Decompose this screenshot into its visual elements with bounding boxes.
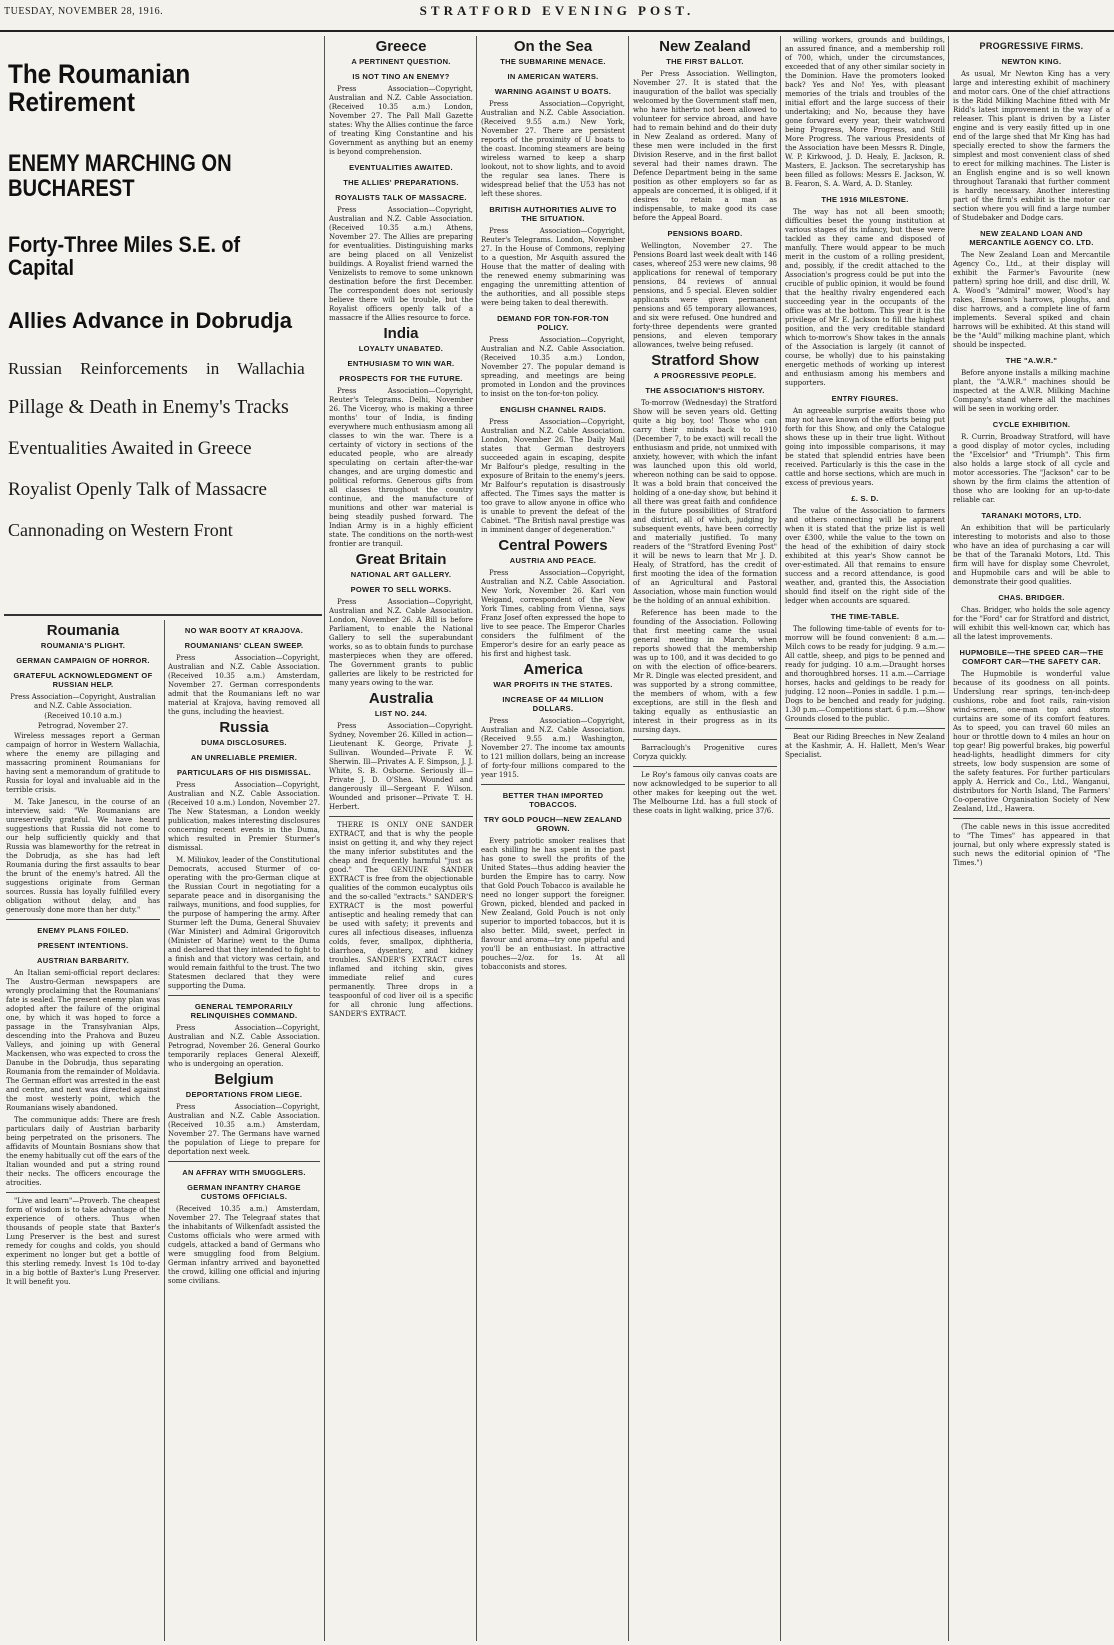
subheading: ENTRY FIGURES. (831, 394, 899, 403)
subheading: GERMAN CAMPAIGN OF HORROR. (16, 656, 150, 665)
subheading: ENEMY PLANS FOILED. (37, 926, 129, 935)
article-column-4 (481, 36, 625, 1641)
subheading: A PROGRESSIVE PEOPLE. (653, 371, 757, 380)
subheading: THE FIRST BALLOT. (666, 57, 744, 66)
article-paragraph: Press Association—Copyright. Sydney, November 26. Killed in action—Lieutenant K. George, Private J. Sullivan. Wounded—Private F. W. Sherwin. Ill—Privates A. F. Simpson, J. J. White, S. B. Osborne. Seriously ill—Private J. D. O'Shea. Wounded and dangerously ill—Sergeant F. Wilson. Wounded and prisoner—Private T. H. Herbert. (329, 722, 473, 811)
article-paragraph: The following time-table of events for to-morrow will be found convenient: 8 a.m.—Milch cows to be ready for judging. 9 a.m.—All cattle, sheep, and pigs to be penned and ready for judging. 10 a.m.—Draught horses and thoroughbred horses. 11 a.m.—Carriage horses, hacks and geldings to be ready for judging. 12 noon—Ponies in saddle. 1 p.m.—Dogs to be benched and ready for judging. 1.30 p.m.—Competitions start. 6 p.m.—Show Grounds closed to the public. (785, 625, 945, 723)
subheading: GERMAN INFANTRY CHARGE CUSTOMS OFFICIALS. (187, 1183, 301, 1201)
subheading: AN UNRELIABLE PREMIER. (190, 753, 298, 762)
article-paragraph: Chas. Bridger, who holds the sole agency for the "Ford" car for Stratford and district, will exhibit this well-known car, which has all the latest improvements. (953, 606, 1110, 641)
subheading: THE 1916 MILESTONE. (821, 195, 909, 204)
section-title: Roumania (46, 622, 120, 639)
section-title: Central Powers (498, 537, 608, 554)
subheading: PROGRESSIVE FIRMS. (979, 41, 1084, 51)
subheading: EVENTUALITIES AWAITED. (349, 163, 453, 172)
subheading: NATIONAL ART GALLERY. (350, 570, 452, 579)
subheading: PARTICULARS OF HIS DISMISSAL. (177, 768, 311, 777)
section-title: Belgium (214, 1071, 274, 1088)
dateline: Press Association—Copyright, Australian and N.Z. Cable Association. (10, 693, 156, 710)
subheading: NEWTON KING. (1001, 57, 1062, 66)
article-paragraph: M. Take Janescu, in the course of an interview, said: "We Roumanians are unreservedly grateful. We have heard suggestions that Russia did not come to our help sufficiently quickly and that Russia was blameworthy for the retreat in the Dobrudja, as she has had left Roumania during the first assaults to bear the brunt of the enemy's hatred. All the suggestions originate from German sources. Russia has loyally fulfilled every obligation without delay, and has generously done more than her duty." (6, 798, 160, 914)
headline-2: ENEMY MARCHING ON BUCHAREST (8, 149, 232, 202)
subheading: WAR PROFITS IN THE STATES. (493, 680, 613, 689)
article-paragraph: The New Zealand Loan and Mercantile Agency Co., Ltd., at their display will exhibit the Farmer's Favourite (new pattern) spring hoe drill, and disc drill, W. A. Wood's "Admiral" mower, Wood's hay rakes, Emerson's harrows, ploughs, and disc harrows, and a complete line of farm implements. Several spiked and chain harrows will be exhibited. At this stand will be the "Auld" milking machine plant, which should be inspected. (953, 251, 1110, 349)
column-rule (324, 36, 325, 1641)
subheading: LIST NO. 244. (374, 709, 428, 718)
subheading: INCREASE OF 44 MILLION DOLLARS. (502, 695, 604, 713)
subheading: IN AMERICAN WATERS. (507, 72, 599, 81)
article-paragraph: Press Association—Copyright, Australian and N.Z. Cable Association. (Received 10.35 a.m.) Athens, November 27. The Allies are preparing for eventualities. Distinguishing marks are being placed on all Venizelist buildings. A Royalist friend warned the Venizelists to remove to some unknown destination before the first December. The correspondent does not seriously believe there will be trouble, but the Royalist officers openly talk of a massacre if the Allies resource to force. (329, 206, 473, 322)
article-paragraph: An exhibition that will be particularly interesting to motorists and also to those who have an idea of purchasing a car will be that of the Taranaki Motors, Ltd. This firm will have for display some Chevrolet, and Hupmobile cars and will be able to demonstrate their good qualities. (953, 524, 1110, 586)
article-column-5 (633, 36, 777, 1641)
article-column-2 (168, 620, 320, 1640)
advertisement-heading: BETTER THAN IMPORTED TOBACCOS. (502, 791, 604, 809)
article-paragraph: Press Association—Copyright, Australian and N.Z. Cable Association. Petrograd, November 26. General Gourko temporarily replaces General Alexeiff, who is undergoing an operation. (168, 1024, 320, 1068)
subheading: CHAS. BRIDGER. (998, 593, 1065, 602)
subheading: DEMAND FOR TON-FOR-TON POLICY. (497, 314, 609, 332)
subheading: GENERAL TEMPORARILY RELINQUISHES COMMAND. (190, 1002, 298, 1020)
article-paragraph: R. Currin, Broadway Stratford, will have a good display of motor cycles, including the "Excelsior" and "Triumph". This firm also holds a large stock of all cycle and motor accessories. The "Jackson" car to be shown by the firm claims the attention of those who are looking for an up-to-date reliable car. (953, 433, 1110, 504)
subheading: CYCLE EXHIBITION. (992, 420, 1071, 429)
advertisement: "Live and learn"—Proverb. The cheapest form of wisdom is to take advantage of the experience of others. Thus when thousands of people state that Baxter's Lung Preserver is the best and surest remedy for coughs and colds, you should experiment no longer but get a bottle of this sterling remedy. Invest 1s 10d to-day in a big bottle of Baxter's Lung Preserver. It will benefit you. (6, 1197, 160, 1286)
divider (4, 614, 322, 616)
issue-date: TUESDAY, NOVEMBER 28, 1916. (4, 6, 164, 17)
article-paragraph: The Hupmobile is wonderful value because of its goodness on all points. Underslung rear springs, ten-inch-deep cushions, robe and foot rails, rain-vision wind-screen, one-man top and storm curtains are some of its comfort features. As to speed, you can travel 60 miles an hour or throttle down to 4 miles an hour on top gear! Big powerful brakes, big powerful head-lights, headlight dimmers for city streets, low body suspension are some of the safety features. For further particulars apply A. Herrick and Co., Ltd., Wanganui, distributors for North Island, The Farmers' Co-operative Organisation Society of New Zealand, Ltd., Hawera. (953, 670, 1110, 813)
article-paragraph: Reference has been made to the founding of the Association. Following that first meeting came the usual general meeting in March, when reports showed that the membership was up to 100, and it was decided to go on with the election of office-bearers. Mr R. Dingle was elected president, and was supported by a strong committee, the members of whom, with a few exceptions, are still in the flesh and taking equally as enthusiastic an interest in their progress as in its nursing days. (633, 609, 777, 734)
subheading: TARANAKI MOTORS, LTD. (981, 511, 1082, 520)
article-paragraph: Wellington, November 27. The Pensions Board last week dealt with 146 cases, whereof 253 were new claims, 98 applications for renewal of temporary pensions, 84 reviews of annual pensions, and 5 special. Eleven soldier applicants were given permanent pensions and 65 temporary allowances, and six were refused. One hundred and forty-three dependents were granted pensions, and eleven temporary allowances, twelve being refused. (633, 242, 777, 349)
article-paragraph: Press Association—Copyright, Reuter's Telegrams. London, November 27. In the House of Commons, replying to a question, Mr Asquith assured the House that the matter of dealing with the renewed enemy submarining was engaging the unremitting attention of the authorities, and all possible steps were being taken to deal therewith. (481, 227, 625, 307)
headline-3: Forty-Three Miles S.E. of Capital (8, 232, 241, 281)
column-rule (780, 36, 781, 1641)
dateline: Petrograd, November 27. (37, 722, 129, 730)
subheading: WARNING AGAINST U BOATS. (494, 87, 612, 96)
advertisement: Barraclough's Progenitive cures Coryza quickly. (633, 744, 777, 761)
subheading: POWER TO SELL WORKS. (350, 585, 452, 594)
subheading: THE TIME-TABLE. (830, 612, 900, 621)
article-paragraph: An agreeable surprise awaits those who may not have known of the efforts being put forth for this Show, and only the Catalogue shows these up in their true light. Without going into impossible comparisons, it may be stated that splendid entries have been received. Particularly is this the case in the cattle and horse sections, which are much in excess of previous years. (785, 407, 945, 487)
article-paragraph: M. Miliukov, leader of the Constitutional Democrats, accused Sturmer of co-operating with the pro-German clique at the Russian Court in negotiating for a separate peace and in disorganising the railways, munitions, and food supplies, for the purpose of hampering the army. After Sturmer left the Duma, General Shuvaiev (War Minister) and Admiral Grigorovitch (Minister of Marine) went to the Duma and declared that they intended to fight to a finish and that victory was certain, and would remain faithful to the trust. The two Statesmen declared that they were supporting the Duma. (168, 856, 320, 990)
advertisement: THERE IS ONLY ONE SANDER EXTRACT, and that is why the people insist on getting it, and why they reject the many inferior substitutes and the cheap and frequently harmful "just as good." The GENUINE SANDER EXTRACT is free from the objectionable qualities of the common eucalyptus oils and the so-called "extracts." SANDER'S EXTRACT is the most powerful antiseptic and healing remedy that can be used with safety; it prevents and cures all infectious diseases, influenza colds, fever, smallpox, diphtheria, diarrhoea, dysentery, and kidney troubles. SANDER'S EXTRACT cures inflamed and itching skin, gives immediate relief and cures permanently. Three drops in a teaspoonful of cod liver oil is a specific for all chronic lung affections. SANDER'S EXTRACT. (329, 821, 473, 1018)
article-paragraph: An Italian semi-official report declares: The Austro-German newspapers are wrongly proclaiming that the Roumanians' fate is sealed. The present enemy plan was adopted after the failure of the original one, by which it was hoped to force a passage in the Transylvanian Alps, descending into the Prahova and Buzeu Valleys, and joining up with General Mackensen, who was expected to cross the Danube in the Dobrudja, thus separating Roumania from the remainder of Moldavia. The German effort was arrested in the east and centre, and next was directed against the most westerly point, which the Roumanians wisely abandoned. (6, 969, 160, 1112)
subheading: NEW ZEALAND LOAN AND MERCANTILE AGENCY CO. LTD. (969, 229, 1094, 247)
column-rule (628, 36, 629, 1641)
article-paragraph: Press Association—Copyright, Australian and N.Z. Cable Association. New York, November 26. Karl von Weigand, correspondent of the New York Times, cabling from Vienna, says Franz Josef often expressed the hope to live to see peace. The Emperor Charles considers the fulfilment of the Emperor's desire for an early peace as his first and highest task. (481, 569, 625, 658)
newspaper-title: STRATFORD EVENING POST. (419, 3, 695, 18)
section-title: America (523, 661, 583, 678)
subheading: ROUMANIANS' CLEAN SWEEP. (184, 641, 304, 650)
article-paragraph: Press Association—Copyright, Australian and N.Z. Cable Association. London, November 26. A Bill is before Parliament, to enable the National Gallery to sell the superabundant works, so as to obtain funds to purchase masterpieces when they are offered. The Government grants to public galleries are likely to be restricted for many years owing to the war. (329, 598, 473, 687)
article-paragraph: Per Press Association. Wellington, November 27. It is stated that the inauguration of the ballot was specially welcomed by the Government staff men, who have hitherto not been allowed to volunteer for service abroad, and have had to remain behind and do their duty in New Zealand as ordered. Many of these men were included in the first Division Reserve, and in the first ballot several had their names drawn. The Defence Department being in the same position as other employers so far as appeals are concerned, it is obliged, if it desires to retain a man as indispensable, to make good its case before the Appeal Board. (633, 70, 777, 222)
article-paragraph: Press Association—Copyright, Reuter's Telegrams. Delhi, November 26. The Viceroy, who is making a three months' tour of India, is finding everywhere much enthusiasm among all classes to win the war. There is a certainty of victory in sections of the educated people, who are already speculating on certain after-the-war changes, and are urging domestic and political reforms. Generous gifts from all classes throughout the country continue, and the manufacture of munitions and other war material is being steadily pushed forward. The Indian Army is in a highly efficient state. The conditions on the north-west frontier are tranquil. (329, 387, 473, 548)
subheading: AUSTRIA AND PEACE. (509, 556, 597, 565)
subheading: DEPORTATIONS FROM LIEGE. (185, 1090, 303, 1099)
subheading: LOYALTY UNABATED. (358, 344, 444, 353)
article-paragraph: Press Association—Copyright, Australian and N.Z. Cable Association. (Received 10.35 a.m.) London, November 27. The Pall Mall Gazette states: Why the Allies continue the farce of treating King Constantine and his Government as anything but an enemy is beyond comprehension. (329, 85, 473, 156)
article-paragraph: Press Association—Copyright, Australian and N.Z. Cable Association. (Received 9.55 a.m.) Washington, November 27. The income tax amounts to 121 million dollars, being an increase of forty-four millions compared to the year 1915. (481, 717, 625, 779)
article-paragraph: (Received 10.35 a.m.) Amsterdam, November 27. The Telegraaf states that the inhabitants of Wilkenfadt assisted the Customs officials who were armed with cudgels, attacked a band of Germans who were smuggling food from Belgium. German infantry arrived and bayonetted the crowd, killing one official and injuring some civilians. (168, 1205, 320, 1285)
subheading: AN AFFRAY WITH SMUGGLERS. (182, 1168, 306, 1177)
article-paragraph: willing workers, grounds and buildings, an assured finance, and a membership roll of 700, which, under the circumstances, exceeded that of any other similar society in the Dominion. Have the promoters looked back? Yes and No! Yes, with pleasant memories of the trials and troubles of the initial effort and the large success of their undertaking; and No, because they have gone forward every year, their watchword being Progress, More Progress, and Still More Progress. The various Presidents of the Association have been Messrs R. Dingle, W. P. Kirkwood, J. D. Healy, E. Jackson, R. Masters, E. Jackson. The secretaryship has been filled as follows: Messrs E. Jackson, W. B. Fearon, S. A. Ward, A. D. Stanley. (785, 36, 945, 188)
subheading: ROUMANIA'S PLIGHT. (40, 641, 126, 650)
masthead (0, 0, 1114, 32)
headline-4: Allies Advance in Dobrudja (8, 308, 293, 334)
article-paragraph: Wireless messages report a German campaign of horror in Western Wallachia, where the enemy are pillaging and massacring prominent Roumanians for having sent a memorandum of gratitude to Russia for loyal and invaluable aid in the terrible crisis. (6, 732, 160, 794)
article-paragraph: The value of the Association to farmers and others connecting will be apparent when it is stated that the prize list is well over £300, while the value to the town on the head of the exhibition of dairy stock exhibited at this year's Show cannot be over-estimated. All that remains to ensure success and a record attendance, is good weather, and, granted this, the Association should find itself on the right side of the ledger when accounts are squared. (785, 507, 945, 605)
subheading: ENTHUSIASM TO WIN WAR. (347, 359, 455, 368)
section-title: Greece (375, 38, 427, 55)
section-title: Russia (219, 719, 269, 736)
subheading: THE SUBMARINE MENACE. (500, 57, 606, 66)
article-column-6 (785, 36, 945, 1641)
subheading: PRESENT INTENTIONS. (37, 941, 129, 950)
section-title: Australia (368, 690, 434, 707)
article-paragraph: Press Association—Copyright, Australian and N.Z. Cable Association. (Received 10.35 a.m.) Amsterdam, November 27. The Germans have warned the population of Liege to prepare for deportation next week. (168, 1103, 320, 1156)
advertisement: Every patriotic smoker realises that each shilling he has spent in the past has gone to swell the profits of the United States—thus adding heavier the burden the Empire has to carry. Now that Gold Pouch Tobacco is available he need no longer support the foreigner. Grown, picked, blended and packed in New Zealand, Gold Pouch is not only superior to imported tobaccos, but it is also better. Mild, sweet, perfect in flavour and aroma—try one pipeful and you'll be an enthusiast. In attractive pouches—2/oz. for 1s. At all tobacconists and stores. (481, 837, 625, 971)
article-paragraph: Press Association—Copyright, Australian and N.Z. Cable Association. (Received 9.55 a.m.) New York, November 27. There are persistent reports of the proximity of U boats to the coast. Incoming steamers are being wireless warned to keep a sharp lookout, not to show lights, and to avoid the regular sea lanes. There is widespread belief that the U53 has not left these shores. (481, 100, 625, 198)
section-title: Great Britain (355, 551, 447, 568)
subheading: GRATEFUL ACKNOWLEDGMENT OF RUSSIAN HELP. (13, 671, 153, 689)
advertisement: Beat our Riding Breeches in New Zealand at the Kashmir, A. H. Hallett, Men's Wear Specialist. (785, 733, 945, 759)
subheading: DUMA DISCLOSURES. (201, 738, 287, 747)
headline-9: Cannonading on Western Front (8, 520, 233, 541)
dateline: (Received 10.10 a.m.) (44, 712, 122, 720)
section-title: India (383, 325, 419, 342)
advertisement-heading: TRY GOLD POUCH—NEW ZEALAND GROWN. (483, 815, 623, 833)
column-rule (476, 36, 477, 1641)
section-title: New Zealand (659, 38, 751, 55)
subheading: PENSIONS BOARD. (667, 229, 743, 238)
subheading: HUPMOBILE—THE SPEED CAR—THE COMFORT CAR—THE SAFETY CAR. (959, 648, 1104, 666)
article-paragraph: Press Association—Copyright, Australian and N.Z. Cable Association. (Received 10 a.m.) London, November 27. The New Statesman, a London weekly publication, makes interesting disclosures concerning recent events in the Duma, which resulted in Premier Sturmer's dismissal. (168, 781, 320, 852)
article-column-7 (953, 36, 1110, 1641)
advertisement: Le Roy's famous oily canvas coats are now acknowledged to be superior to all other makes for keeping out the wet. The Melbourne Ltd. has a full stock of these coats in light walking, price 37/6. (633, 771, 777, 815)
subheading: IS NOT TINO AN ENEMY? (352, 72, 450, 81)
article-paragraph: Press Association—Copyright, Australian and N.Z. Cable Association. (Received 10.35 a.m.) London, November 27. The popular demand is spreading, and meetings are being promoted in London and the provinces to insist on the ton-for-ton policy. (481, 336, 625, 398)
headline-6: Pillage & Death in Enemy's Tracks (8, 396, 289, 419)
subheading: THE ASSOCIATION'S HISTORY. (645, 386, 765, 395)
article-paragraph: The communique adds: There are fresh particulars daily of Austrian barbarity being perpetrated on the prisoners. The affidavits of Mountain Bosnians show that the enemy habitually cut off the ears of the Italian wounded and put a string round their necks. The officers encourage the atrocities. (6, 1116, 160, 1187)
subheading: BRITISH AUTHORITIES ALIVE TO THE SITUATION. (489, 205, 617, 223)
editorial-note: (The cable news in this issue accredited to "The Times" has appeared in that journal, but only where expressly stated is such news the editorial opinion of "The Times.") (953, 823, 1110, 867)
headline-5: Russian Reinforcements in Wallachia (8, 359, 305, 379)
subheading: ENGLISH CHANNEL RAIDS. (499, 405, 607, 414)
article-paragraph: Press Association—Copyright, Australian and N.Z. Cable Association. (Received 10.35 a.m.) Amsterdam, November 27. German correspondents admit that the Roumanians left no war material at Krajova, having removed all the guns, including the heaviest. (168, 654, 320, 716)
headline-7: Eventualities Awaited in Greece (8, 438, 252, 460)
subheading: A PERTINENT QUESTION. (351, 57, 451, 66)
subheading: NO WAR BOOTY AT KRAJOVA. (184, 626, 304, 635)
article-paragraph: The way has not all been smooth; difficulties beset the young institution at various stages of its infancy, but these were tackled as they came and disposed of manfully. There would appear to be much merit in the custom of a rolling president, and, possibly, if the credit attached to the Association's progress could be put into the crucible of public opinion, it would be found that the healthy rivalry engendered each succeeding year in the occupants of the office was at the bottom. This year it is the privilege of Mr E. Jackson to fill the highest position, and the very creditable standard which to-morrow's Show takes in the annals of the Association is largely (it cannot of course, be wholly) due to his painstaking energetic methods of working up interest and enthusiasm among his members and supporters. (785, 208, 945, 387)
article-paragraph: To-morrow (Wednesday) the Stratford Show will be seven years old. Getting quite a big boy, too! Those who can carry their minds back to 1910 (December 7, to be exact) will recall the enthusiasm and pride, not unmixed with anxiety, however, with which the infant was launched upon this old world, whereon nothing can be said to oppose. It was a bold brain that conceived the holding of a one-day show, but behind it all there was great faith and confidence in the future possibilities of Stratford and district, all of which, judging by subsequent events, have been correctly and materially justified. To many readers of the "Stratford Evening Post" it will be news to learn that Mr J. D. Healy, of Stratford, has the credit of first mooting the idea of the formation of an Agricultural and Pastoral Association, whose main function would be the holding of an annual exhibition. (633, 399, 777, 605)
headline-8: Royalist Openly Talk of Massacre (8, 479, 267, 501)
article-paragraph: Press Association—Copyright, Australian and N.Z. Cable Association. London, November 26. The Daily Mail states that German destroyers succeeded again in escaping, despite Mr Balfour's pledge, resulting in the exposure of Britain to the enemy's jeers. Mr Balfour's reputation is disastrously affected. The Times says the matter is too grave to allow anyone in office who is unable to prevent the defeat of the Cabinet. "The British naval prestige was in imminent danger of degeneration." (481, 418, 625, 534)
subheading: £. S. D. (851, 494, 879, 503)
subheading: THE "A.W.R." (1005, 356, 1058, 365)
article-roumania (6, 620, 160, 1640)
subheading: THE ALLIES' PREPARATIONS. (343, 178, 459, 187)
headline-main: The Roumanian Retirement (8, 59, 191, 118)
column-rule (948, 36, 949, 1641)
column-rule (164, 620, 165, 1641)
section-title: On the Sea (513, 38, 593, 55)
subheading: ROYALISTS TALK OF MASSACRE. (335, 193, 467, 202)
section-title: Stratford Show (651, 352, 759, 369)
lead-headlines (8, 36, 320, 616)
article-paragraph: As usual, Mr Newton King has a very large and interesting exhibit of machinery and motor cars. One of the chief attractions is the Ridd Milking Machine fitted with Mr Ridd's latest improvement in the way of a releaser. This plant is driven by a Lister engine and is very easily fitted up in one end of the large shed that Mr King has had specially erected to show the farmers the simplest and most convenient class of shed to erect for milking machines. The Lister is an English engine and is so well known throughout Taranaki that further comment is hardly necessary. Another interesting part of the firm's exhibit is the motor car section where you will find a large number of Studebaker and Dodge cars. (953, 70, 1110, 222)
article-column-3 (329, 36, 473, 1641)
subheading: AUSTRIAN BARBARITY. (37, 956, 129, 965)
article-paragraph: Before anyone installs a milking machine plant, the "A.W.R." machines should be inspected at the A.W.R. Milking Machine Company's stand where all the machines will be seen in working order. (953, 369, 1110, 413)
subheading: PROSPECTS FOR THE FUTURE. (339, 374, 463, 383)
